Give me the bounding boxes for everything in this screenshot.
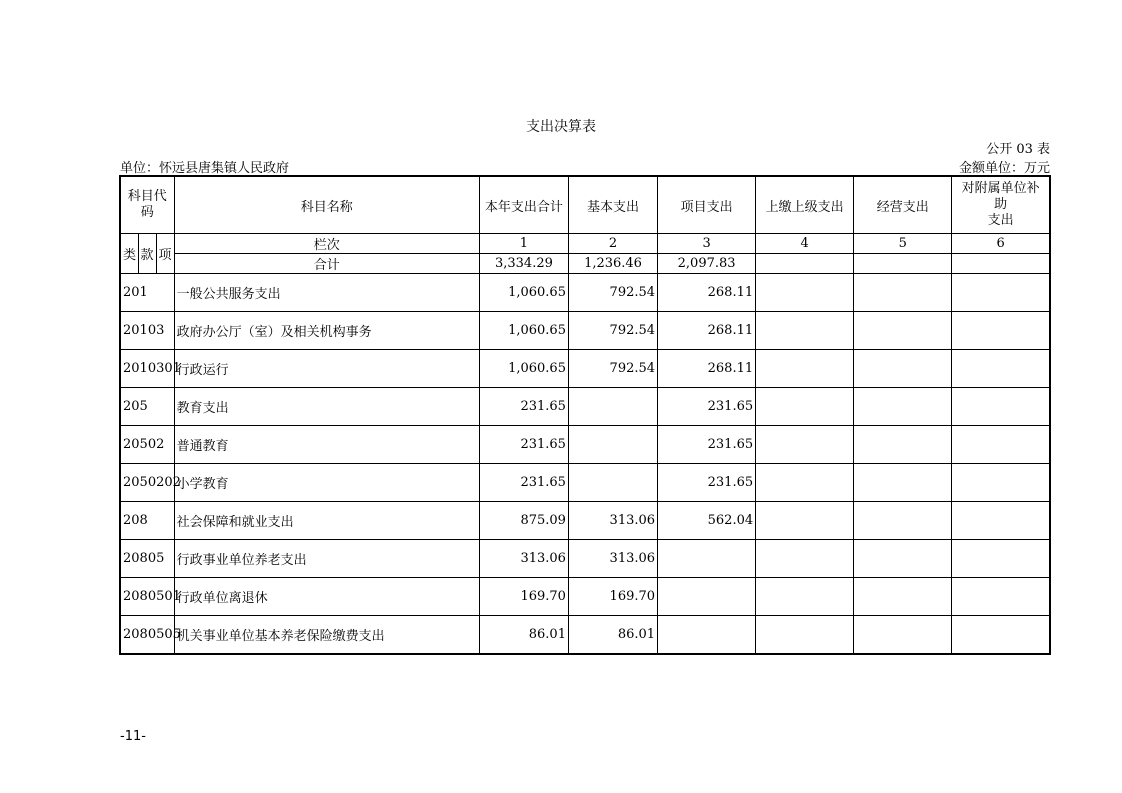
row-project: 562.04 [658,502,756,540]
row-subsidy [952,312,1050,350]
row-subsidy [952,616,1050,655]
upper-header: 上缴上级支出 [756,176,854,234]
row-total: 313.06 [479,540,568,578]
page-number: -11- [120,729,146,744]
total-row [120,254,1050,274]
subject-name: 行政事业单位养老支出 [174,540,479,578]
subject-name: 普通教育 [174,426,479,464]
row-total: 1,060.65 [479,350,568,388]
row-upper [756,464,854,502]
col-index-6: 6 [952,234,1050,254]
row-total: 1,060.65 [479,274,568,312]
code-header [120,176,174,234]
row-project: 268.11 [658,350,756,388]
index-row [120,234,1050,254]
subsidy-header-line2: 助 [994,197,1008,212]
subject-code: 20805 [120,540,174,578]
row-total: 231.65 [479,426,568,464]
row-subsidy [952,502,1050,540]
subject-code: 2080501 [120,578,174,616]
row-total: 1,060.65 [479,312,568,350]
code-lei-header: 类 [120,234,138,274]
row-business [854,616,952,655]
index-label: 栏次 [174,234,479,254]
row-upper [756,578,854,616]
row-business [854,312,952,350]
col-index-2: 2 [568,234,657,254]
row-basic: 792.54 [568,350,657,388]
row-business [854,464,952,502]
row-project: 231.65 [658,464,756,502]
subject-code: 201 [120,274,174,312]
business-header: 经营支出 [854,176,952,234]
total-subsidy [952,254,1050,274]
row-total: 86.01 [479,616,568,655]
row-subsidy [952,388,1050,426]
subject-code: 2050202 [120,464,174,502]
expenditure-table [119,175,1051,655]
code-header-line1: 科目代 [127,189,167,204]
row-subsidy [952,540,1050,578]
row-total: 231.65 [479,388,568,426]
page-title: 支出决算表 [526,119,596,135]
total-upper [756,254,854,274]
row-subsidy [952,350,1050,388]
organization-unit: 单位：怀远县唐集镇人民政府 [120,161,290,176]
header-row [120,176,1050,234]
row-project: 268.11 [658,312,756,350]
basic-header: 基本支出 [568,176,657,234]
row-basic: 86.01 [568,616,657,655]
table-row [120,274,1050,312]
row-upper [756,350,854,388]
col-index-4: 4 [756,234,854,254]
subject-name: 政府办公厅（室）及相关机构事务 [174,312,479,350]
row-business [854,388,952,426]
subject-code: 208 [120,502,174,540]
row-basic: 313.06 [568,540,657,578]
code-header-line2: 码 [140,205,154,220]
total-business [854,254,952,274]
row-basic: 313.06 [568,502,657,540]
row-basic: 792.54 [568,312,657,350]
row-upper [756,312,854,350]
table-row [120,350,1050,388]
total-amount: 3,334.29 [479,254,568,274]
name-header: 科目名称 [174,176,479,234]
row-business [854,578,952,616]
row-upper [756,540,854,578]
subsidy-header-line3: 支出 [987,213,1014,228]
row-subsidy [952,274,1050,312]
row-upper [756,274,854,312]
total-label: 合计 [174,254,479,274]
row-business [854,502,952,540]
table-row [120,616,1050,655]
table-row [120,502,1050,540]
row-project: 268.11 [658,274,756,312]
row-project [658,540,756,578]
form-number: 公开 03 表 [986,142,1050,157]
row-basic [568,464,657,502]
subject-code: 20502 [120,426,174,464]
row-project [658,578,756,616]
subject-code: 20103 [120,312,174,350]
row-basic [568,426,657,464]
row-total: 231.65 [479,464,568,502]
row-upper [756,616,854,655]
table-row [120,464,1050,502]
subject-code: 2010301 [120,350,174,388]
row-subsidy [952,578,1050,616]
table-row [120,388,1050,426]
code-kuan-header: 款 [138,234,156,274]
row-business [854,426,952,464]
subject-name: 教育支出 [174,388,479,426]
row-basic: 792.54 [568,274,657,312]
row-total: 169.70 [479,578,568,616]
row-upper [756,388,854,426]
row-basic: 169.70 [568,578,657,616]
subsidy-header [952,176,1050,234]
code-xiang-header: 项 [156,234,174,274]
row-project [658,616,756,655]
subject-code: 2080505 [120,616,174,655]
project-header: 项目支出 [658,176,756,234]
table-row [120,540,1050,578]
table-row [120,312,1050,350]
row-subsidy [952,464,1050,502]
total-basic: 1,236.46 [568,254,657,274]
row-business [854,540,952,578]
row-subsidy [952,426,1050,464]
subject-name: 行政运行 [174,350,479,388]
row-business [854,274,952,312]
table-row [120,426,1050,464]
row-total: 875.09 [479,502,568,540]
subject-name: 行政单位离退休 [174,578,479,616]
row-upper [756,426,854,464]
row-basic [568,388,657,426]
row-upper [756,502,854,540]
col-index-3: 3 [658,234,756,254]
row-business [854,350,952,388]
subject-name: 社会保障和就业支出 [174,502,479,540]
total-project: 2,097.83 [658,254,756,274]
row-project: 231.65 [658,426,756,464]
subject-name: 一般公共服务支出 [174,274,479,312]
col-index-1: 1 [479,234,568,254]
subject-name: 机关事业单位基本养老保险缴费支出 [174,616,479,655]
subject-name: 小学教育 [174,464,479,502]
amount-unit: 金额单位：万元 [958,161,1050,176]
subsidy-header-line1: 对附属单位补 [961,181,1040,196]
col-index-5: 5 [854,234,952,254]
subject-code: 205 [120,388,174,426]
table-row [120,578,1050,616]
row-project: 231.65 [658,388,756,426]
total-header: 本年支出合计 [479,176,568,234]
